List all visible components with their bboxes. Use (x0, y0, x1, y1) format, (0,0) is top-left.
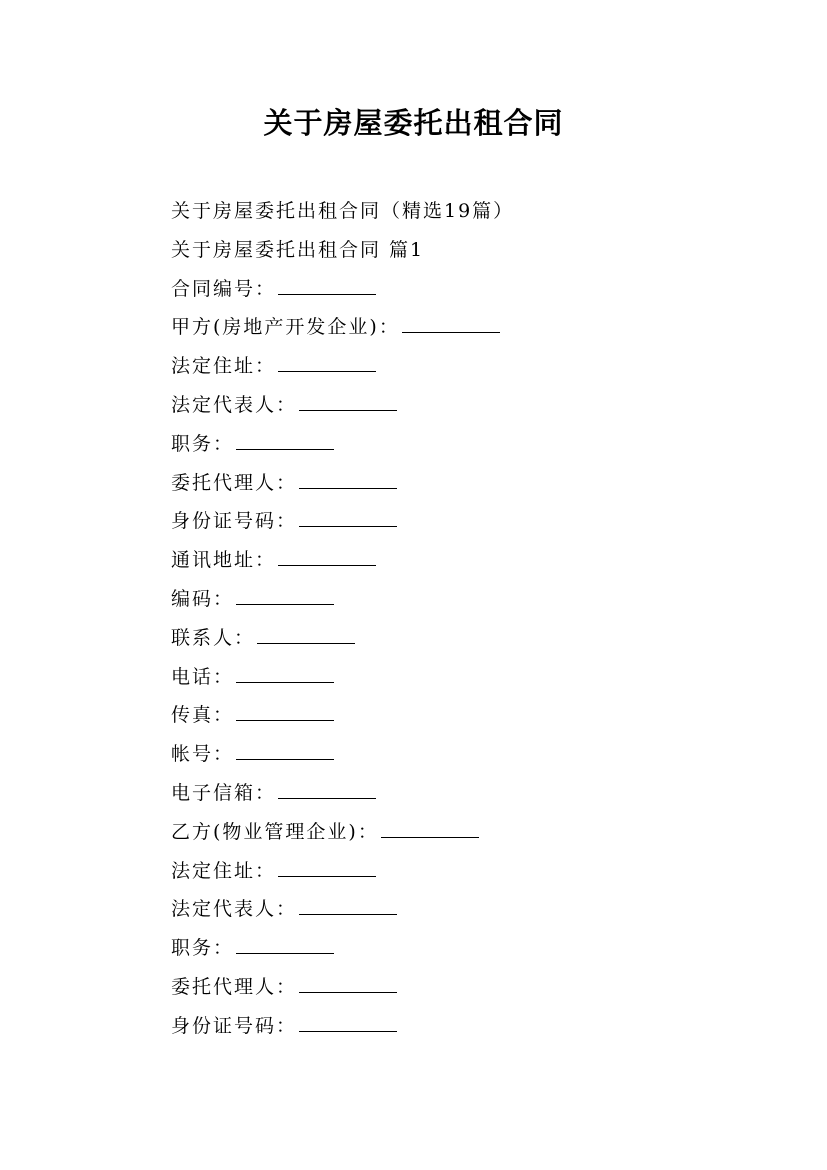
section-heading: 关于房屋委托出租合同 篇1 (171, 238, 425, 261)
field-b-legal-address (171, 856, 731, 895)
blank-underline (236, 662, 334, 683)
blank-underline (278, 274, 376, 295)
blank-underline (299, 1011, 397, 1032)
field-a-phone (171, 662, 731, 701)
field-a-agent (171, 468, 731, 507)
blank-underline (299, 506, 397, 527)
blank-underline (278, 778, 376, 799)
field-a-position (171, 429, 731, 468)
blank-underline (299, 468, 397, 489)
field-party-b (171, 817, 731, 856)
field-label: 电子信箱： (171, 781, 277, 804)
blank-underline (299, 894, 397, 915)
field-label: 通讯地址： (171, 549, 277, 572)
field-label: 传真： (171, 704, 235, 727)
field-a-mailing-address (171, 545, 731, 584)
blank-underline (278, 351, 376, 372)
blank-underline (299, 972, 397, 993)
subtitle-line: 关于房屋委托出租合同（精选19篇） (171, 200, 515, 222)
field-label: 电话： (171, 665, 235, 688)
blank-underline (381, 817, 479, 838)
blank-underline (236, 429, 334, 450)
field-a-id-number (171, 506, 731, 545)
field-label: 联系人： (171, 626, 256, 649)
blank-underline (278, 545, 376, 566)
field-a-account (171, 739, 731, 778)
blank-underline (236, 584, 334, 605)
field-label: 法定住址： (171, 355, 277, 378)
blank-underline (278, 856, 376, 877)
field-label: 委托代理人： (171, 471, 298, 494)
field-a-email (171, 778, 731, 817)
field-label: 帐号： (171, 743, 235, 766)
blank-underline (257, 623, 355, 644)
field-label: 职务： (171, 432, 235, 455)
document-body (171, 196, 731, 1050)
field-label: 编码： (171, 587, 235, 610)
blank-underline (236, 739, 334, 760)
field-b-position (171, 933, 731, 972)
field-label: 委托代理人： (171, 975, 298, 998)
field-a-postcode (171, 584, 731, 623)
field-b-agent (171, 972, 731, 1011)
blank-underline (236, 700, 334, 721)
field-b-id-number (171, 1011, 731, 1050)
field-label: 法定住址： (171, 859, 277, 882)
field-a-legal-address (171, 351, 731, 390)
field-contract-number (171, 274, 731, 313)
document-title: 关于房屋委托出租合同 (263, 106, 564, 140)
field-b-legal-representative (171, 894, 731, 933)
blank-underline (236, 933, 334, 954)
field-party-a (171, 312, 731, 351)
field-a-legal-representative (171, 390, 731, 429)
field-label: 甲方(房地产开发企业)： (171, 316, 400, 339)
blank-underline (402, 312, 500, 333)
field-label: 乙方(物业管理企业)： (171, 820, 379, 843)
field-a-fax (171, 700, 731, 739)
field-label: 合同编号： (171, 277, 277, 300)
field-label: 法定代表人： (171, 898, 298, 921)
field-label: 身份证号码： (171, 1014, 298, 1037)
field-label: 法定代表人： (171, 393, 298, 416)
field-a-contact (171, 623, 731, 662)
field-label: 职务： (171, 937, 235, 960)
blank-underline (299, 390, 397, 411)
field-label: 身份证号码： (171, 510, 298, 533)
